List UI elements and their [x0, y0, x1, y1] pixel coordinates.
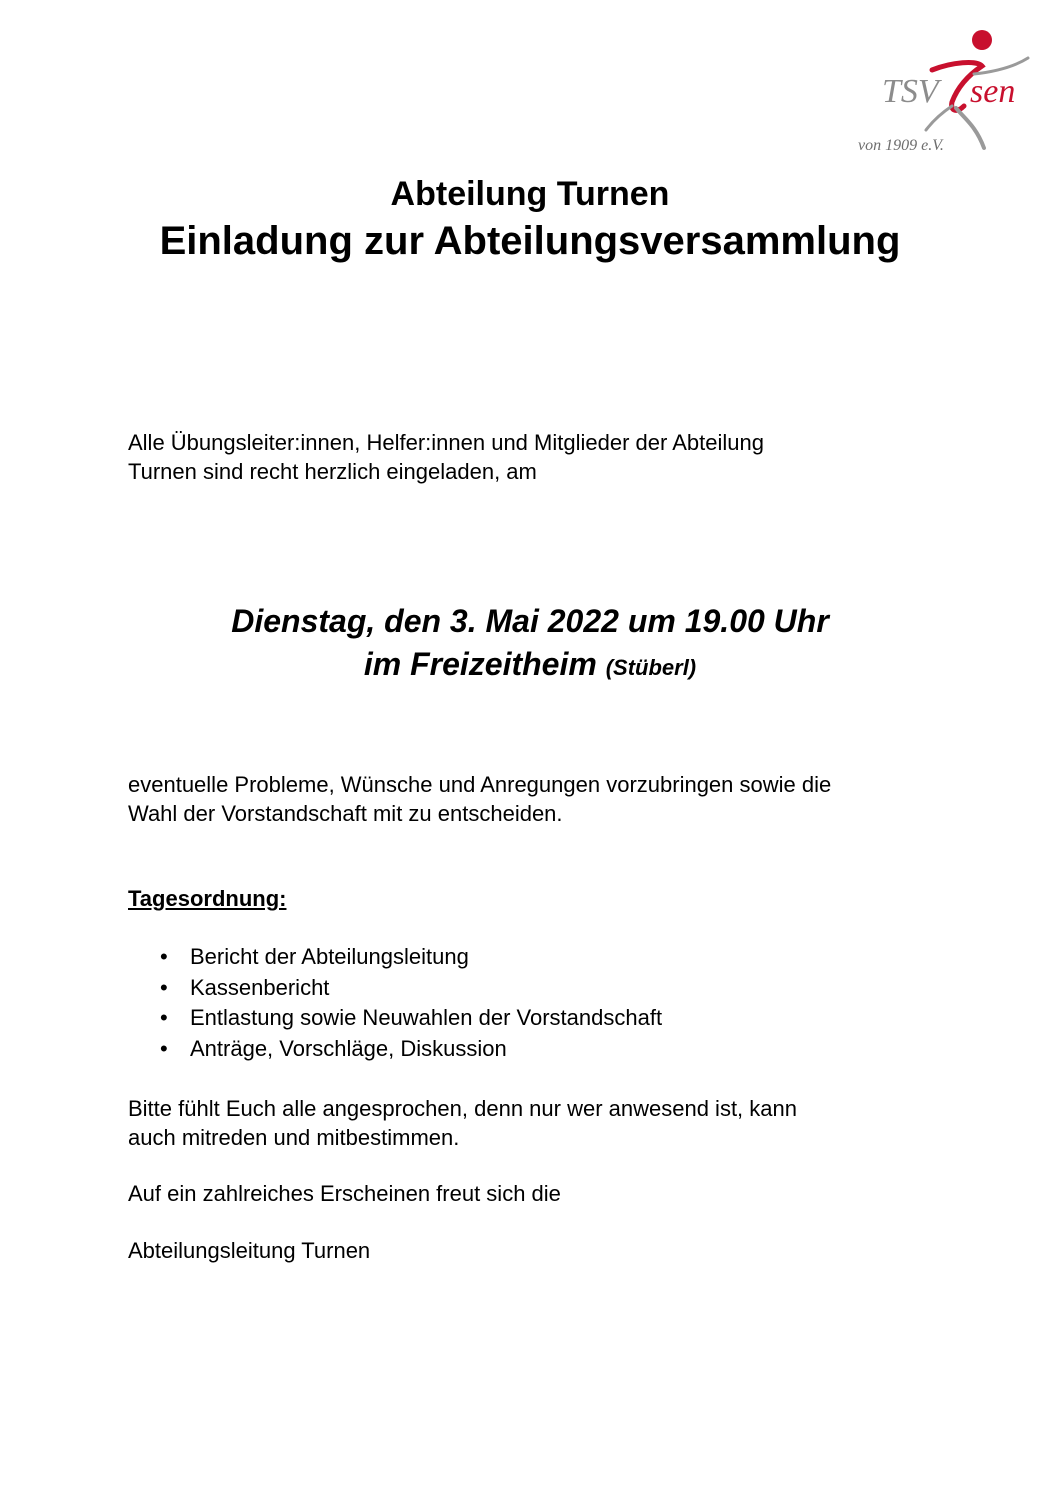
appeal-line-1: Bitte fühlt Euch alle angesprochen, denn nur wer anwesend ist, kann	[128, 1096, 797, 1121]
bullet-icon: •	[160, 974, 168, 1000]
agenda-heading: Tagesordnung:	[128, 886, 287, 911]
event-location	[0, 643, 1060, 689]
title-block	[0, 172, 1060, 266]
event-venue: im Freizeitheim	[363, 646, 597, 682]
bullet-icon: •	[160, 944, 168, 969]
closing-greeting: Auf ein zahlreiches Erscheinen freut sich die	[128, 1181, 561, 1206]
purpose-line-1: eventuelle Probleme, Wünsche und Anregungen vorzubringen sowie die	[128, 772, 832, 797]
event-details	[0, 600, 1060, 689]
event-date-time: Dienstag, den 3. Mai 2022 um 19.00 Uhr	[231, 603, 829, 639]
agenda-item	[160, 942, 662, 973]
intro-line-2: Turnen sind recht herzlich eingeladen, am	[128, 459, 537, 484]
bullet-icon: •	[160, 1005, 168, 1030]
logo-since: von 1909 e.V.	[858, 137, 944, 154]
club-logo	[852, 22, 1032, 162]
department-title: Abteilung Turnen	[390, 175, 670, 213]
logo-gray-leg	[956, 108, 984, 148]
appeal-line-2: auch mitreden und mitbestimmen.	[128, 1125, 460, 1150]
agenda-item-label: Kassenbericht	[190, 974, 330, 1000]
logo-brand-left: TSV	[882, 73, 939, 110]
invitation-title: Einladung zur Abteilungsversammlung	[159, 219, 901, 263]
agenda-item-label: Entlastung sowie Neuwahlen der Vorstandschaft	[190, 1005, 663, 1030]
agenda-item-label: Anträge, Vorschläge, Diskussion	[190, 1035, 507, 1061]
agenda-item-label: Bericht der Abteilungsleitung	[190, 944, 469, 969]
agenda-list	[160, 942, 663, 1064]
purpose-line-2: Wahl der Vorstandschaft mit zu entscheiden.	[128, 801, 563, 826]
agenda-item	[160, 973, 662, 1004]
agenda-item	[160, 1003, 663, 1034]
agenda-item	[160, 1034, 662, 1065]
bullet-icon: •	[160, 1035, 168, 1061]
event-room-note: (Stüberl)	[605, 655, 697, 680]
logo-brand-right: sen	[970, 73, 1016, 110]
logo-head-mark	[972, 30, 992, 50]
intro-line-1: Alle Übungsleiter:innen, Helfer:innen und Mitglieder der Abteilung	[128, 430, 764, 455]
signature: Abteilungsleitung Turnen	[128, 1238, 371, 1263]
runner-logo-icon	[852, 22, 1032, 162]
